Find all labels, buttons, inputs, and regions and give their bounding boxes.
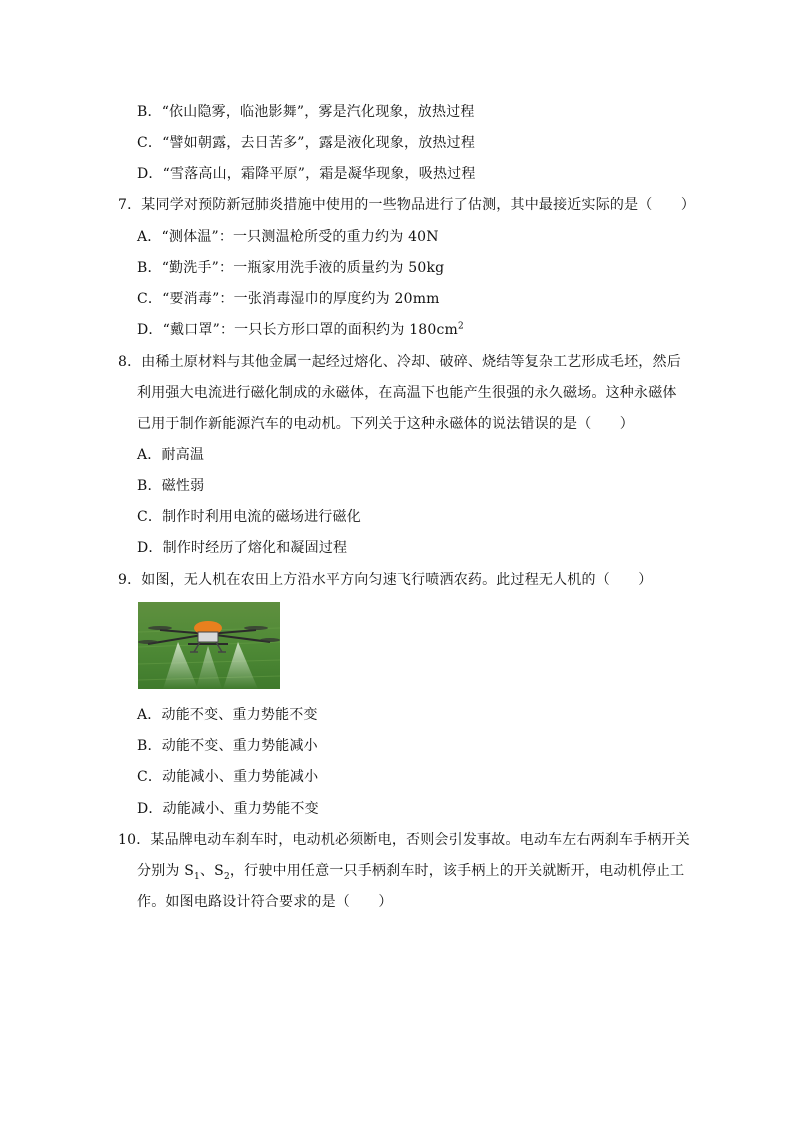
q7-option-b: B．“勤洗手”：一瓶家用洗手液的质量约为 50kg <box>137 260 445 276</box>
q10-line2-part-b: 、S <box>199 863 224 879</box>
q7-option-a: A．“测体温”：一只测温枪所受的重力约为 40N <box>137 229 439 245</box>
q10-stem-line-3: 作。如图电路设计符合要求的是（ ） <box>137 894 393 910</box>
q9-stem: 9．如图，无人机在农田上方沿水平方向匀速飞行喷洒农药。此过程无人机的（ ） <box>118 572 653 588</box>
q10-stem-line-2 <box>137 861 684 881</box>
q7-stem: 7．某同学对预防新冠肺炎措施中使用的一些物品进行了估测，其中最接近实际的是（ ） <box>118 197 696 213</box>
q9-option-d: D．动能减小、重力势能不变 <box>137 801 319 817</box>
q10-line2-part-c: ，行驶中用任意一只手柄刹车时，该手柄上的开关就断开，电动机停止工 <box>229 863 685 879</box>
q8-option-c: C．制作时利用电流的磁场进行磁化 <box>137 509 361 525</box>
q7-option-d-text: D．“戴口罩”：一只长方形口罩的面积约为 180cm <box>137 322 459 338</box>
q9-option-c: C．动能减小、重力势能减小 <box>137 769 319 785</box>
q10-s1-subscript: 1 <box>194 871 200 882</box>
q6-option-d: D．“雪落高山，霜降平原”，霜是凝华现象，吸热过程 <box>137 166 476 182</box>
q7-option-c: C．“要消毒”：一张消毒湿巾的厚度约为 20mm <box>137 291 440 307</box>
q7-option-d <box>137 320 464 340</box>
q10-stem-line-1: 10．某品牌电动车刹车时，电动机必须断电，否则会引发事故。电动车左右两刹车手柄开关 <box>118 832 691 848</box>
q10-line2-part-a: 分别为 S <box>137 863 195 879</box>
q6-option-c: C．“譬如朝露，去日苦多”，露是液化现象，放热过程 <box>137 135 476 151</box>
q8-stem-line-3: 已用于制作新能源汽车的电动机。下列关于这种永磁体的说法错误的是（ ） <box>137 416 634 432</box>
drone-spraying-photo <box>138 602 280 689</box>
q9-option-b: B．动能不变、重力势能减小 <box>137 738 318 754</box>
q7-option-d-superscript: 2 <box>458 321 464 332</box>
q8-option-a: A．耐高温 <box>137 447 205 463</box>
q8-stem-line-2: 利用强大电流进行磁化制成的永磁体，在高温下也能产生很强的永久磁场。这种永磁体 <box>137 385 677 401</box>
q6-option-b: B．“依山隐雾，临池影舞”，雾是汽化现象，放热过程 <box>137 104 475 120</box>
q8-stem-line-1: 8．由稀土原材料与其他金属一起经过熔化、冷却、破碎、烧结等复杂工艺形成毛坯，然后 <box>118 354 681 370</box>
q8-option-d: D．制作时经历了熔化和凝固过程 <box>137 540 348 556</box>
q10-s2-subscript: 2 <box>223 871 230 882</box>
q9-option-a: A．动能不变、重力势能不变 <box>137 707 318 723</box>
q8-option-b: B．磁性弱 <box>137 478 205 494</box>
